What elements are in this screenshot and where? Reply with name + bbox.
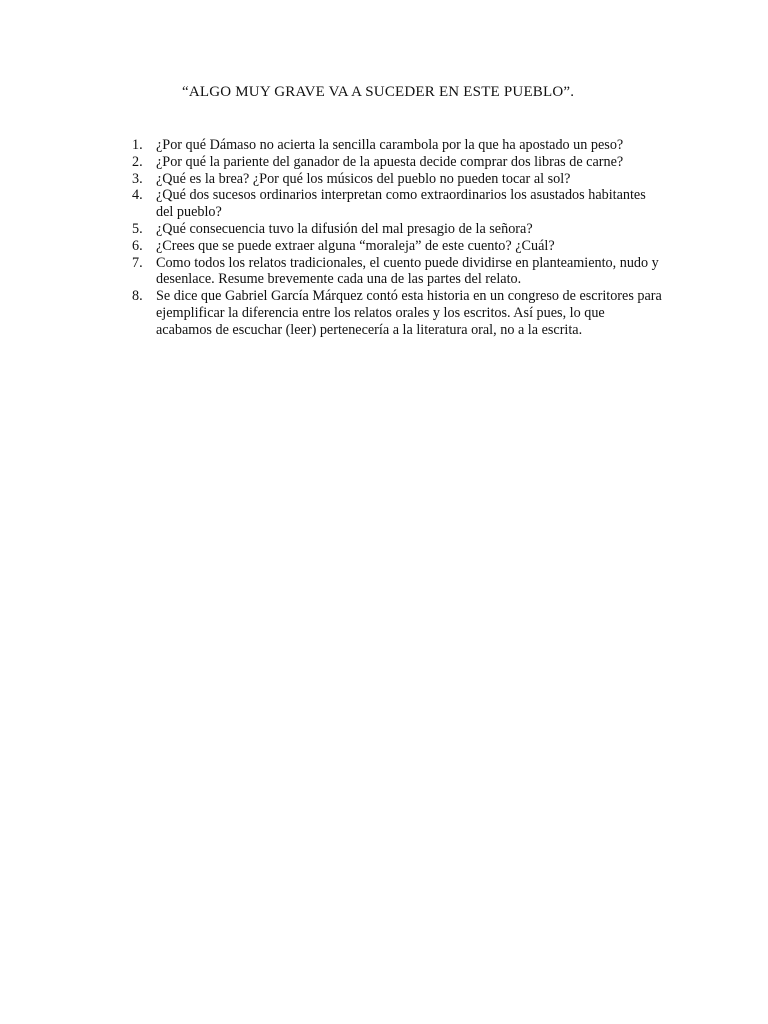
question-text: ¿Qué consecuencia tuvo la difusión del mal presagio de la señora? — [156, 220, 533, 237]
question-item — [132, 137, 662, 154]
question-number: 7. — [132, 254, 143, 271]
question-number: 8. — [132, 288, 143, 305]
question-item — [132, 221, 662, 238]
question-number: 2. — [132, 153, 143, 170]
question-number: 3. — [132, 170, 143, 187]
question-text: ¿Por qué Dámaso no acierta la sencilla carambola por la que ha apostado un peso? — [156, 137, 624, 153]
question-text: Como todos los relatos tradicionales, el cuento puede dividirse en planteamiento, nudo y desenlace. Resume brevemente cada una de las partes del relato. — [156, 254, 659, 288]
question-item — [132, 255, 662, 289]
question-text: ¿Qué es la brea? ¿Por qué los músicos del pueblo no pueden tocar al sol? — [156, 170, 571, 187]
question-number: 5. — [132, 220, 143, 237]
question-text: Se dice que Gabriel García Márquez contó esta historia en un congreso de escritores para ejemplificar la diferencia entre los relatos orales y los escritos. Así pues, lo que acabamos de escuchar (leer) pertenecería a la literatura oral, no a la escrita. — [156, 288, 662, 338]
question-text: ¿Por qué la pariente del ganador de la apuesta decide comprar dos libras de carne? — [156, 153, 624, 170]
question-text: ¿Crees que se puede extraer alguna “moraleja” de este cuento? ¿Cuál? — [156, 237, 555, 254]
question-number: 1. — [132, 137, 143, 153]
question-item — [132, 171, 662, 188]
question-number: 6. — [132, 237, 143, 254]
question-item — [132, 154, 662, 171]
question-number: 4. — [132, 187, 143, 204]
document-title: “ALGO MUY GRAVE VA A SUCEDER EN ESTE PUEBLO”. — [182, 84, 575, 100]
question-item — [132, 288, 662, 338]
question-item — [132, 187, 662, 221]
question-list — [132, 137, 662, 339]
question-item — [132, 238, 662, 255]
question-text: ¿Qué dos sucesos ordinarios interpretan como extraordinarios los asustados habitantes del pueblo? — [156, 187, 646, 221]
